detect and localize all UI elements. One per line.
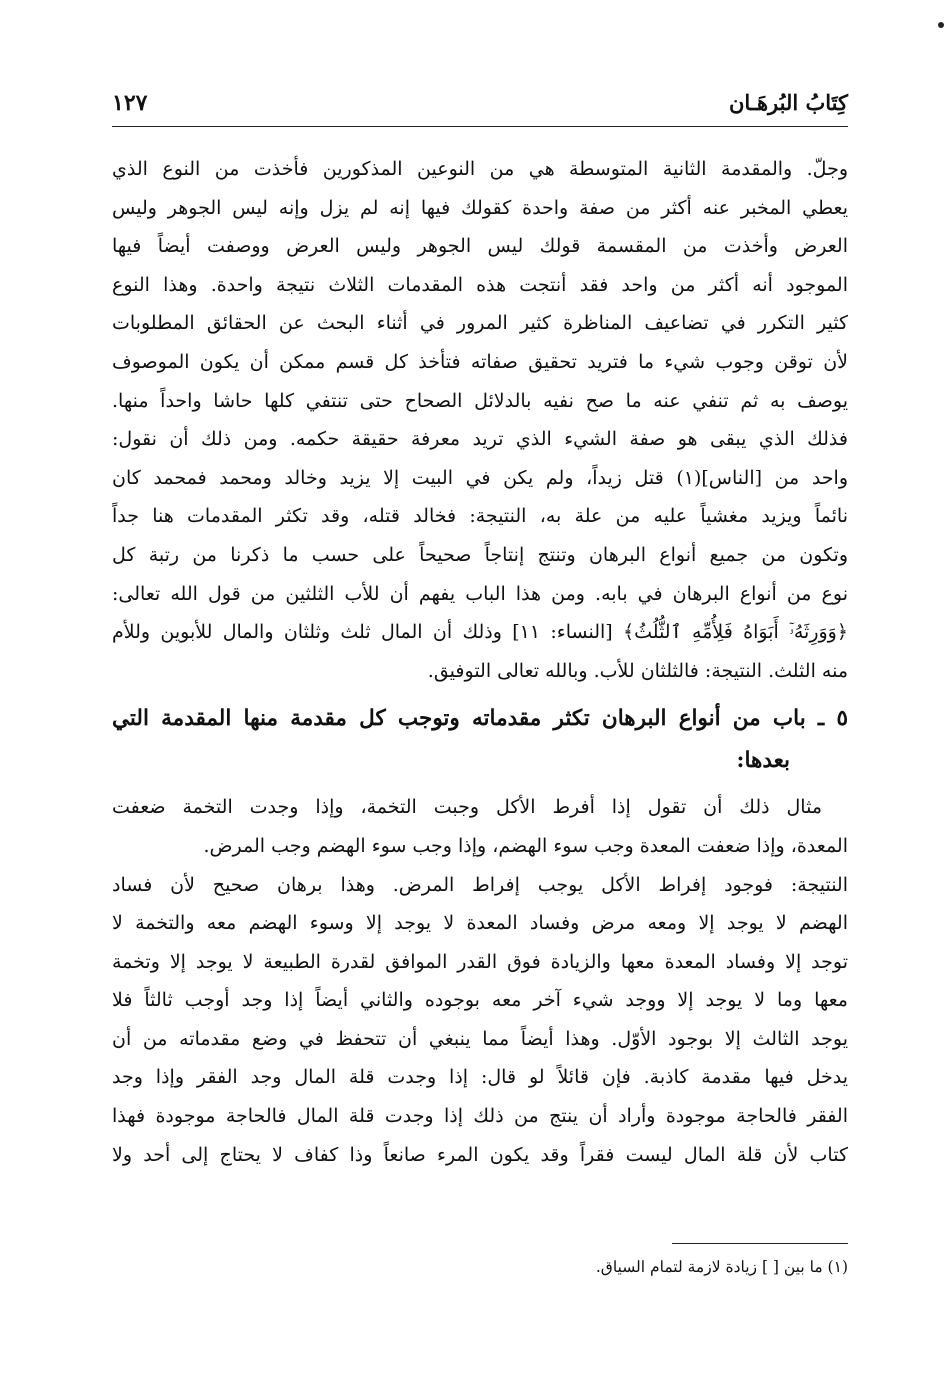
text-line: يعطي المخبر عنه أكثر من صفة واحدة كقولك فيها إنه لم يزل وإنه ليس الجوهر وليس — [112, 196, 848, 219]
text-line: نوع من أنواع البرهان في بابه. ومن هذا الباب يفهم أن للأب الثلثين من قول الله تعالى: — [112, 582, 848, 605]
text-line: يوجد الثالث إلا بوجود الأوّل. وهذا أيضاً مما ينبغي أن تتحفظ في وضع مقدماته من أن — [112, 1027, 848, 1050]
quran-verse-line: ﴿وَوَرِثَهُۥٓ أَبَوَاهُ فَلِأُمِّهِ ٱلثُّلُثُ﴾ [النساء: ١١] وذلك أن المال ثلث وثلثان والمال للأبوين وللأم — [112, 621, 848, 644]
footnote: (١) ما بين [ ] زيادة لازمة لتمام السياق. — [595, 1258, 848, 1276]
section-5-heading — [112, 698, 848, 788]
text-line: يدخل فيها مقدمة كاذبة. فإن قائلاً لو قال: إذا وجدت قلة المال وجد الفقر وإذا وجد — [112, 1066, 848, 1089]
text-line: كتاب لأن قلة المال ليست فقراً وقد يكون المرء صانعاً وذا كفاف لا يحتاج إلى أحد ولا — [112, 1143, 848, 1166]
text-line: المعدة، وإذا ضعفت المعدة وجب سوء الهضم، وإذا وجب سوء الهضم وجب المرض. — [203, 834, 848, 857]
text-line: وجلّ. والمقدمة الثانية المتوسطة هي من النوعين المذكورين فأخذت من النوع الذي — [112, 158, 848, 180]
text-line: وتكون من جميع أنواع البرهان وتنتج إنتاجاً صحيحاً على حسب ما ذكرنا من رتبة كل — [112, 543, 848, 566]
text-line: توجد إلا وفساد المعدة معها والزيادة فوق القدر الموافق لقدرة الطبيعة لا يوجد إلا وتخمة — [112, 950, 848, 973]
footnote-divider — [672, 1243, 848, 1244]
text-line: كثير التكرر في تضاعيف المناظرة كثير المرور في أثناء البحث عن الحقائق المطلوبات — [112, 312, 848, 335]
text-line: العرض وأخذت من المقسمة قولك ليس الجوهر وليس العرض ووصفت أيضاً فيها — [112, 235, 848, 258]
text-line: النتيجة: فوجود إفراط الأكل يوجب إفراط المرض. وهذا برهان صحيح لأن فساد — [112, 873, 848, 896]
section-heading-line: ٥ ـ باب من أنواع البرهان تكثر مقدماته وتوجب كل مقدمة منها المقدمة التي — [112, 706, 848, 732]
text-line: لأن توقن وجوب شيء ما فتريد تحقيق صفاته فتأخذ كل قسم ممكن أن يكون الموصوف — [112, 350, 848, 373]
book-title: كِتَابُ البُرهَـان — [728, 90, 848, 115]
text-line: الموجود أنه أكثر من واحد فقد أنتجت هذه المقدمات الثلاث نتيجة واحدة. وهذا النوع — [112, 273, 848, 296]
text-line: نائماً ويزيد مغشياً عليه من علة به، النتيجة: فخالد قتله، وقد تكثر المقدمات هنا جداً — [112, 505, 848, 528]
text-line: معها وما لا يوجد إلا ووجد شيء آخر معه بوجوده والثاني أيضاً إذا وجد أوجب ثالثاً فلا — [112, 989, 848, 1012]
running-header — [112, 86, 848, 127]
paragraph-1 — [112, 150, 848, 690]
scan-mark — [938, 22, 944, 28]
text-line: يوصف به ثم تنفي عنه ما صح نفيه بالدلائل الصحاح حتى تنتفي كلها حاشا واحداً منها. — [112, 389, 848, 412]
section-heading-line: بعدها: — [736, 748, 790, 774]
text-line: فذلك الذي يبقى هو صفة الشيء الذي تريد معرفة حقيقة حكمه. ومن ذلك أن نقول: — [112, 428, 848, 451]
page-number: ١٢٧ — [112, 90, 148, 116]
main-text — [112, 150, 848, 1174]
text-line: الفقر فالحاجة موجودة وأراد أن ينتج من ذلك إذا وجدت قلة المال فالحاجة موجودة فهذا — [112, 1105, 848, 1128]
text-line: مثال ذلك أن تقول إذا أفرط الأكل وجبت التخمة، وإذا وجدت التخمة ضعفت — [112, 796, 822, 819]
text-line: واحد من [الناس](١) قتل زيداً، ولم يكن في البيت إلا يزيد وخالد ومحمد فمحمد كان — [112, 466, 848, 489]
paragraph-2 — [112, 788, 848, 1174]
text-line: منه الثلث. النتيجة: فالثلثان للأب. وبالله تعالى التوفيق. — [427, 659, 848, 682]
text-line: الهضم لا يوجد إلا ومعه مرض وفساد المعدة لا يوجد إلا وسوء الهضم معه والتخمة لا — [112, 912, 848, 935]
